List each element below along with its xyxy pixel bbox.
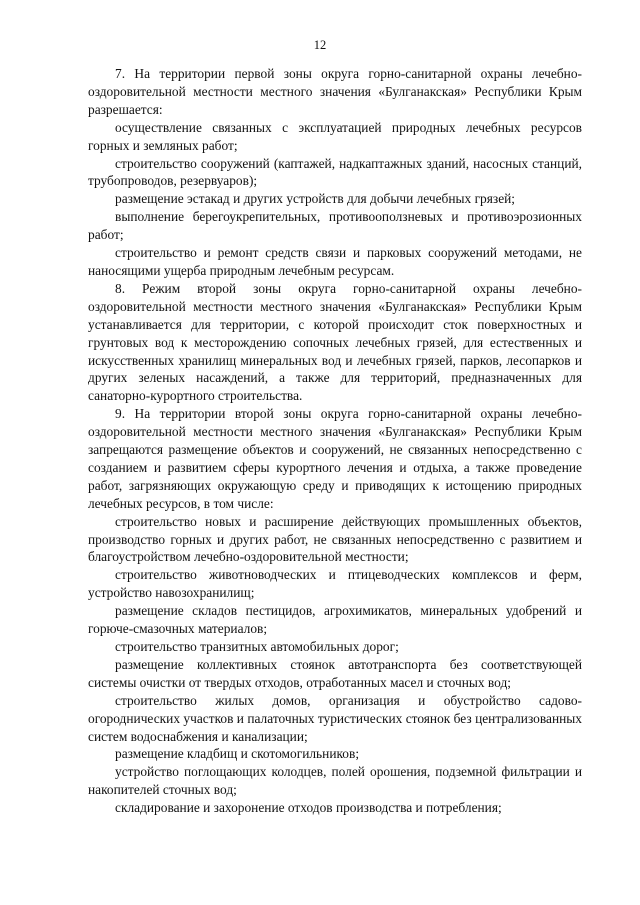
list-item: строительство новых и расширение действующих промышленных объектов, производство горных и других работ, не связанных непосредственно с развитием и благоустройством лечебно-оздоровительной местности; [88,513,582,565]
document-body [88,65,582,817]
paragraph-9-heading: 9. На территории второй зоны округа горно-санитарной охраны лечебно-оздоровительной местности местного значения «Булганакская» Республики Крым запрещаются размещение объектов и сооружений, не связанных непосредственно с созданием и развитием сферы курортного лечения и отдыха, а также проведение работ, загрязняющих окружающую среду и приводящих к истощению природных лечебных ресурсов, в том числе: [88,406,582,511]
list-item: строительство жилых домов, организация и обустройство садово-огороднических участков и палаточных туристических стоянок без централизованных систем водоснабжения и канализации; [88,692,582,744]
paragraph-7-heading: 7. На территории первой зоны округа горно-санитарной охраны лечебно-оздоровительной местности местного значения «Булганакская» Республики Крым разрешается: [88,66,582,117]
list-item: размещение складов пестицидов, агрохимикатов, минеральных удобрений и горюче-смазочных материалов; [88,603,582,637]
list-item: устройство поглощающих колодцев, полей орошения, подземной фильтрации и накопителей сточных вод; [88,764,582,798]
list-item: осуществление связанных с эксплуатацией природных лечебных ресурсов горных и земляных работ; [88,119,582,153]
list-item: размещение коллективных стоянок автотранспорта без соответствующей системы очистки от твердых отходов, отработанных масел и сточных вод; [88,656,582,690]
list-item: складирование и захоронение отходов производства и потребления; [115,800,502,816]
list-item: строительство животноводческих и птицеводческих комплексов и ферм, устройство навозохранилищ; [88,567,582,601]
list-item: строительство сооружений (каптажей, надкаптажных зданий, насосных станций, трубопроводов, резервуаров); [88,155,582,189]
page-number: 12 [313,38,327,52]
list-item: строительство и ремонт средств связи и парковых сооружений методами, не наносящими ущерба природным лечебным ресурсам. [88,245,582,278]
list-item: размещение кладбищ и скотомогильников; [115,746,360,762]
list-item: строительство транзитных автомобильных дорог; [115,639,399,654]
list-item: выполнение берегоукрепительных, противооползневых и противоэрозионных работ; [88,209,582,243]
paragraph-8: 8. Режим второй зоны округа горно-санитарной охраны лечебно-оздоровительной местности местного значения «Булганакская» Республики Крым устанавливается для территории, с которой происходит сток поверхностных и грунтовых вод к месторождению сопочных лечебных грязей, для естественных и искусственных хранилищ минеральных вод и лечебных грязей, парков, лесопарков и других зеленых насаждений, а также для территорий, предназначенных для санаторно-курортного строительства. [88,280,582,404]
list-item: размещение эстакад и других устройств для добычи лечебных грязей; [115,191,516,207]
